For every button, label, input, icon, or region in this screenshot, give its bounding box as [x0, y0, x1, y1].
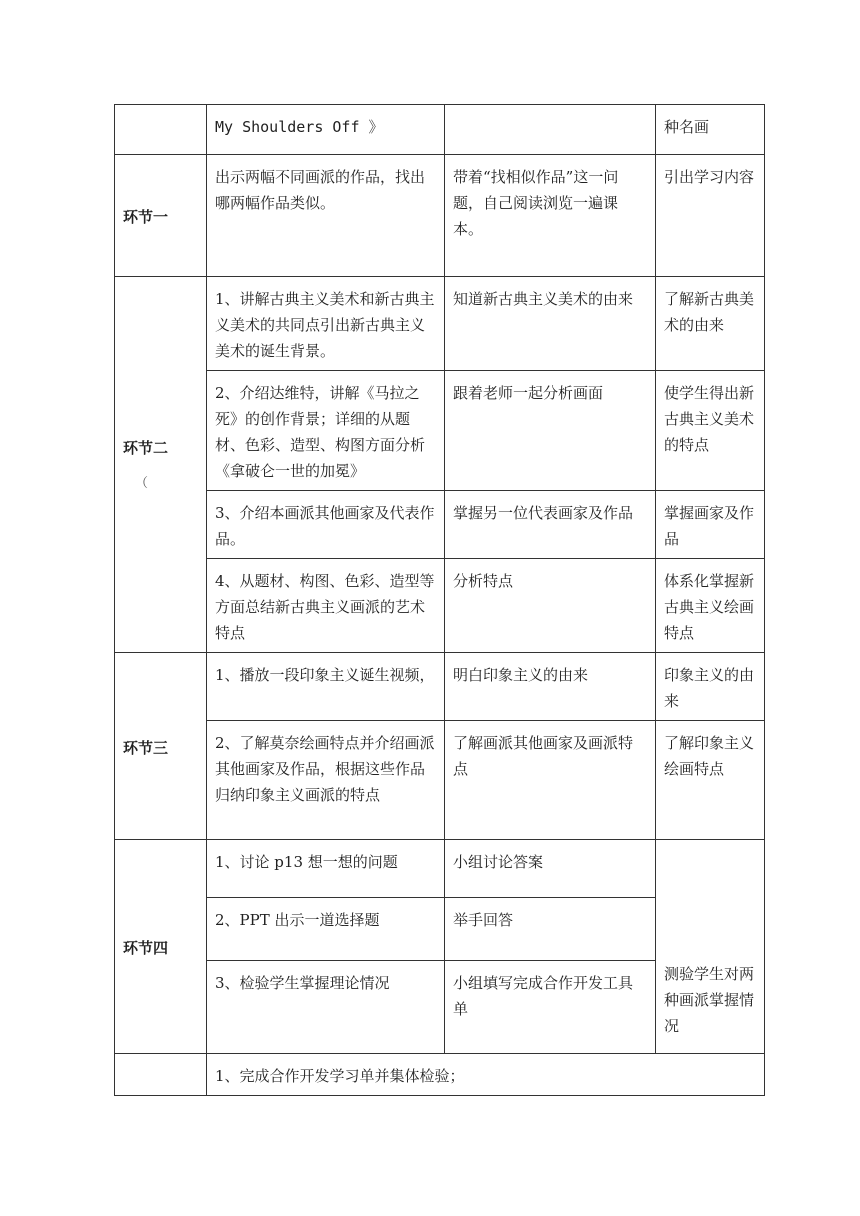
teacher-activity-cell: 1、讲解古典主义美术和新古典主义美术的共同点引出新古典主义美术的诞生背景。 [207, 277, 445, 371]
student-activity-cell: 知道新古典主义美术的由来 [445, 277, 656, 371]
student-activity-cell: 明白印象主义的由来 [445, 653, 656, 721]
table-row [115, 277, 765, 371]
stage-label-3: 环节三 [115, 653, 207, 840]
stage-label-text: 环节二 [123, 439, 169, 457]
purpose-cell: 体系化掌握新古典主义绘画特点 [656, 559, 765, 653]
student-activity-cell: 小组填写完成合作开发工具单 [445, 961, 656, 1054]
teacher-activity-cell: 1、播放一段印象主义诞生视频， [207, 653, 445, 721]
teacher-activity-cell: 1、完成合作开发学习单并集体检验； [207, 1054, 765, 1096]
table-row [115, 491, 765, 559]
student-activity-cell: 分析特点 [445, 559, 656, 653]
student-activity-cell: 举手回答 [445, 898, 656, 961]
teacher-activity-cell: 4、从题材、构图、色彩、造型等方面总结新古典主义画派的艺术特点 [207, 559, 445, 653]
stage-label-2 [115, 277, 207, 653]
student-activity-cell: 了解画派其他画家及画派特点 [445, 721, 656, 840]
teacher-activity-cell: 3、检验学生掌握理论情况 [207, 961, 445, 1054]
student-activity-cell [445, 105, 656, 155]
table-row [115, 105, 765, 155]
purpose-cell: 了解新古典美术的由来 [656, 277, 765, 371]
student-activity-cell: 掌握另一位代表画家及作品 [445, 491, 656, 559]
teacher-activity-cell: 出示两幅不同画派的作品，找出哪两幅作品类似。 [207, 155, 445, 277]
purpose-cell: 种名画 [656, 105, 765, 155]
stage-label-1: 环节一 [115, 155, 207, 277]
student-activity-cell: 小组讨论答案 [445, 840, 656, 898]
student-activity-cell: 跟着老师一起分析画面 [445, 371, 656, 491]
teacher-activity-cell: 3、介绍本画派其他画家及代表作品。 [207, 491, 445, 559]
purpose-cell: 掌握画家及作品 [656, 491, 765, 559]
teacher-activity-cell: 1、讨论 p13 想一想的问题 [207, 840, 445, 898]
teacher-activity-cell: My Shoulders Off 》 [207, 105, 445, 155]
stage-cell [115, 105, 207, 155]
table-row [115, 653, 765, 721]
stage-label-4: 环节四 [115, 840, 207, 1054]
teacher-activity-cell: 2、介绍达维特，讲解《马拉之死》的创作背景；详细的从题材、色彩、造型、构图方面分析《拿破仑一世的加冕》 [207, 371, 445, 491]
purpose-cell: 印象主义的由来 [656, 653, 765, 721]
table-row [115, 721, 765, 840]
stray-paren: （ [135, 476, 149, 491]
purpose-cell: 测验学生对两种画派掌握情况 [656, 840, 765, 1054]
table-row [115, 559, 765, 653]
table-row [115, 840, 765, 898]
purpose-cell: 使学生得出新古典主义美术的特点 [656, 371, 765, 491]
stage-cell [115, 1054, 207, 1096]
purpose-cell: 了解印象主义绘画特点 [656, 721, 765, 840]
lesson-plan-table [114, 104, 765, 1096]
table-row [115, 155, 765, 277]
purpose-cell: 引出学习内容 [656, 155, 765, 277]
teacher-activity-cell: 2、PPT 出示一道选择题 [207, 898, 445, 961]
teacher-activity-cell: 2、了解莫奈绘画特点并介绍画派其他画家及作品，根据这些作品归纳印象主义画派的特点 [207, 721, 445, 840]
student-activity-cell: 带着“找相似作品”这一问题，自己阅读浏览一遍课本。 [445, 155, 656, 277]
table-row [115, 371, 765, 491]
table-row [115, 1054, 765, 1096]
